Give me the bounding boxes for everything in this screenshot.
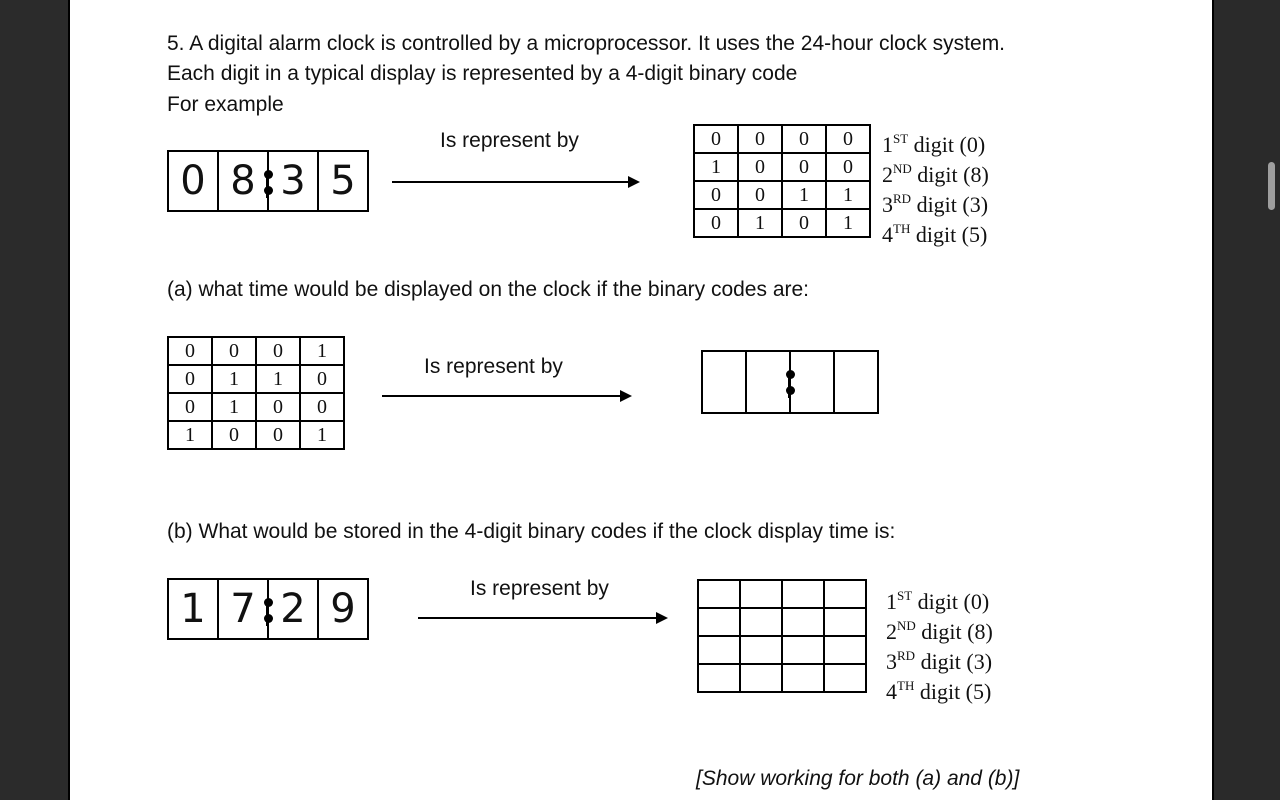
table-cell: 1: [826, 181, 870, 209]
table-cell: 0: [256, 393, 300, 421]
table-cell: 0: [694, 125, 738, 153]
example-clock-display: [167, 150, 369, 212]
answer-digit-box[interactable]: [791, 352, 835, 412]
digit-label: 4TH digit (5): [886, 678, 992, 704]
table-cell: 0: [738, 181, 782, 209]
answer-cell[interactable]: [698, 580, 740, 608]
question-line-1: 5. A digital alarm clock is controlled by a microprocessor. It uses the 24-hour clock system.: [167, 32, 1006, 55]
table-row: [168, 365, 344, 393]
table-cell: 0: [212, 337, 256, 365]
vertical-scrollbar-thumb[interactable]: [1268, 162, 1275, 210]
part-b-clock-display: [167, 578, 369, 640]
table-cell: 1: [256, 365, 300, 393]
answer-cell[interactable]: [824, 636, 866, 664]
table-row: [694, 209, 870, 237]
table-cell: 0: [212, 421, 256, 449]
arrow-right-icon: [418, 617, 666, 619]
clock-digit: 0: [169, 152, 219, 210]
table-cell: 1: [300, 421, 344, 449]
answer-digit-box[interactable]: [703, 352, 747, 412]
answer-cell[interactable]: [782, 636, 824, 664]
table-cell: 0: [168, 393, 212, 421]
question-line-3: For example: [167, 93, 284, 116]
footer-note: [Show working for both (a) and (b)]: [696, 767, 1020, 790]
answer-digit-box[interactable]: [835, 352, 877, 412]
table-cell: 0: [826, 125, 870, 153]
answer-cell[interactable]: [782, 608, 824, 636]
table-cell: 1: [738, 209, 782, 237]
answer-cell[interactable]: [740, 608, 782, 636]
table-cell: 0: [782, 125, 826, 153]
table-row: [698, 664, 866, 692]
answer-cell[interactable]: [740, 664, 782, 692]
clock-digit: [269, 580, 319, 638]
table-cell: 1: [212, 365, 256, 393]
table-cell: 1: [300, 337, 344, 365]
table-cell: 1: [782, 181, 826, 209]
part-a-binary-table: [167, 336, 345, 450]
answer-cell[interactable]: [824, 580, 866, 608]
digit-label: 1ST digit (0): [882, 131, 986, 157]
table-row: [694, 181, 870, 209]
example-binary-table: [693, 124, 871, 238]
example-digit-labels: [882, 124, 989, 247]
answer-cell[interactable]: [824, 664, 866, 692]
represent-label: Is represent by: [440, 129, 579, 152]
clock-digit: 5: [330, 158, 356, 204]
table-row: [694, 153, 870, 181]
part-b-answer-grid[interactable]: [697, 579, 867, 693]
table-row: [694, 125, 870, 153]
part-a-answer-clock[interactable]: [701, 350, 879, 414]
colon-separator: [263, 594, 273, 628]
answer-cell[interactable]: [824, 608, 866, 636]
table-cell: 0: [256, 337, 300, 365]
table-cell: 0: [300, 365, 344, 393]
colon-separator: [263, 166, 273, 200]
table-cell: 1: [212, 393, 256, 421]
digit-label: 3RD digit (3): [882, 191, 989, 217]
table-cell: 0: [300, 393, 344, 421]
answer-cell[interactable]: [782, 664, 824, 692]
represent-label: Is represent by: [470, 577, 609, 600]
table-cell: 0: [168, 365, 212, 393]
table-cell: 0: [256, 421, 300, 449]
question-line-2: Each digit in a typical display is represented by a 4-digit binary code: [167, 62, 798, 85]
arrow-right-icon: [392, 181, 638, 183]
table-cell: 0: [694, 209, 738, 237]
represent-label: Is represent by: [424, 355, 563, 378]
table-cell: 1: [168, 421, 212, 449]
answer-cell[interactable]: [740, 580, 782, 608]
table-cell: 0: [738, 153, 782, 181]
digit-label: 1ST digit (0): [886, 588, 990, 614]
answer-cell[interactable]: [740, 636, 782, 664]
part-b-prompt: (b) What would be stored in the 4-digit binary codes if the clock display time is:: [167, 520, 896, 543]
part-a-prompt: (a) what time would be displayed on the clock if the binary codes are:: [167, 278, 810, 301]
clock-digit-text: 2: [280, 586, 306, 632]
table-row: [698, 580, 866, 608]
table-row: [698, 636, 866, 664]
clock-digit: 8: [219, 152, 269, 210]
answer-cell[interactable]: [698, 636, 740, 664]
table-row: [698, 608, 866, 636]
colon-separator: [785, 366, 795, 400]
digit-label: 2ND digit (8): [882, 161, 989, 187]
table-cell: 1: [694, 153, 738, 181]
digit-label: 2ND digit (8): [886, 618, 993, 644]
clock-digit: 7: [219, 580, 269, 638]
table-cell: 0: [782, 209, 826, 237]
table-cell: 0: [782, 153, 826, 181]
clock-digit-text: 3: [280, 158, 306, 204]
arrow-right-icon: [382, 395, 630, 397]
table-cell: 1: [826, 209, 870, 237]
answer-cell[interactable]: [782, 580, 824, 608]
answer-cell[interactable]: [698, 664, 740, 692]
table-cell: 0: [738, 125, 782, 153]
table-cell: 0: [168, 337, 212, 365]
clock-digit: 1: [169, 580, 219, 638]
table-row: [168, 393, 344, 421]
digit-label: 3RD digit (3): [886, 648, 993, 674]
digit-label: 4TH digit (5): [882, 221, 988, 247]
clock-digit: 9: [330, 586, 356, 632]
part-b-digit-labels: [886, 581, 993, 704]
answer-cell[interactable]: [698, 608, 740, 636]
table-cell: 0: [826, 153, 870, 181]
table-row: [168, 421, 344, 449]
clock-digit: [269, 152, 319, 210]
table-row: [168, 337, 344, 365]
table-cell: 0: [694, 181, 738, 209]
window-left-edge: [0, 0, 68, 800]
